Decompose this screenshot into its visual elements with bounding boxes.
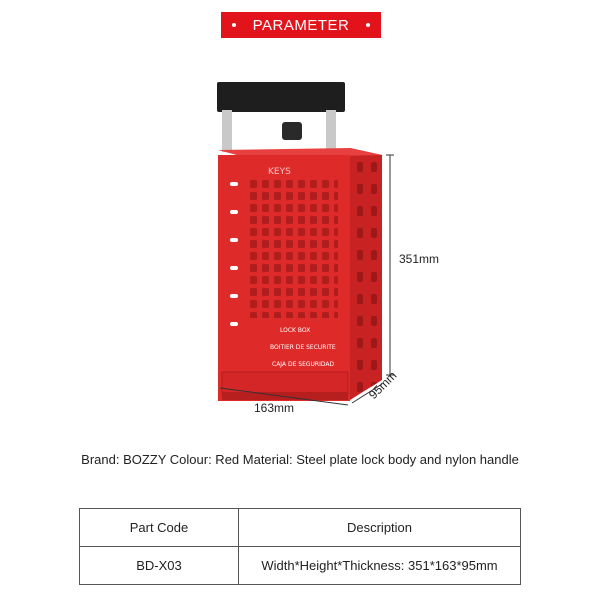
width-dimension: 163mm bbox=[254, 401, 295, 415]
depth-dimension: 95mm bbox=[366, 368, 400, 402]
lock-box-label-3: CAJA DE SEGURIDAD bbox=[272, 361, 335, 368]
parameter-table bbox=[79, 508, 521, 585]
specs-line: Brand: BOZZY Colour: Red Material: Steel plate lock body and nylon handle bbox=[81, 452, 519, 467]
handle-grip bbox=[217, 82, 345, 112]
handle-right-bar bbox=[326, 110, 336, 152]
header-part-code: Part Code bbox=[80, 509, 239, 547]
banner-title: PARAMETER bbox=[252, 16, 350, 34]
cell-description: Width*Height*Thickness: 351*163*95mm bbox=[239, 547, 521, 585]
handle-left-bar bbox=[222, 110, 232, 152]
header-description: Description bbox=[239, 509, 521, 547]
keys-label: KEYS bbox=[268, 167, 291, 177]
banner-dot-left bbox=[232, 23, 236, 27]
lock-box-label-2: BOITIER DE SECURITE bbox=[270, 344, 336, 351]
parameter-banner bbox=[221, 12, 381, 38]
height-dimension: 351mm bbox=[399, 252, 440, 266]
table-header-row bbox=[80, 509, 521, 547]
lock-box-label-1: LOCK BOX bbox=[280, 327, 311, 334]
table-row bbox=[80, 547, 521, 585]
box-bottom-edge bbox=[222, 392, 348, 400]
cell-part-code: BD-X03 bbox=[80, 547, 239, 585]
banner-dot-right bbox=[366, 23, 370, 27]
box-front-grid bbox=[248, 178, 338, 318]
knob bbox=[282, 122, 302, 140]
